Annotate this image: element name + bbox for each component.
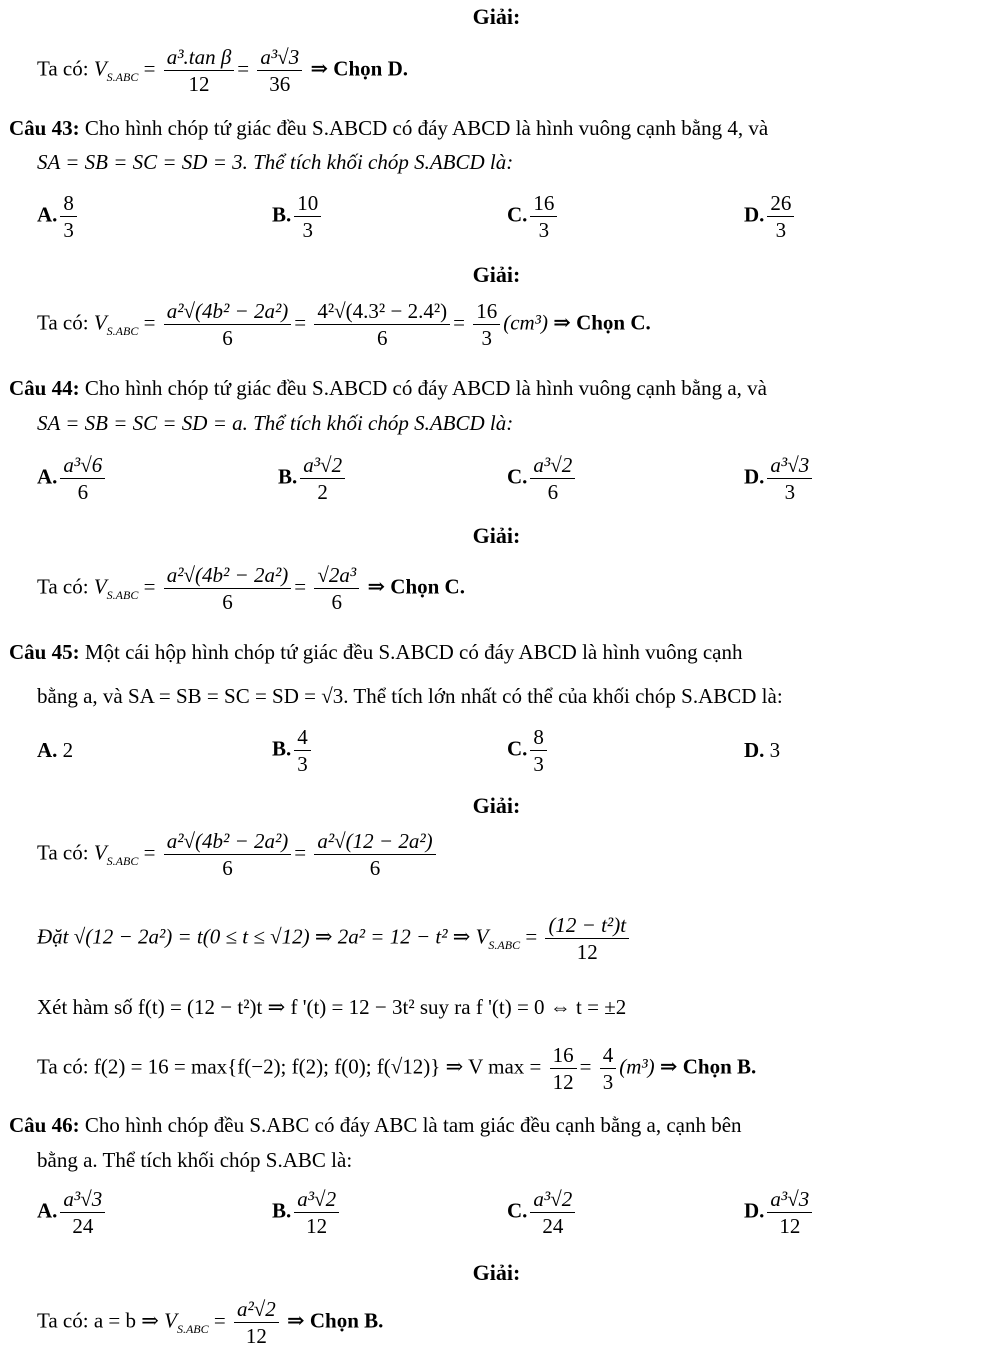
fraction-numerator: a²√(12 − 2a²): [314, 828, 435, 855]
fraction-denominator: 6: [222, 326, 233, 351]
fraction-denominator: 12: [779, 1214, 801, 1239]
volume-symbol: V: [93, 574, 107, 599]
option-label: D.: [744, 464, 765, 489]
question-43-line2: [37, 150, 513, 175]
solution-prefix: Ta có:: [37, 574, 89, 599]
solution-prefix: Ta có: a = b ⇒: [37, 1308, 159, 1333]
fraction-numerator: 4: [294, 724, 311, 751]
fraction-denominator: 12: [306, 1214, 328, 1239]
option-a[interactable]: [37, 1186, 108, 1240]
question-44: [9, 376, 767, 401]
fraction: [257, 44, 302, 98]
fraction-denominator: 3: [538, 218, 550, 243]
solution-44: Ta có: $V_{S.ABC}$ = $\frac{\text{a²√(4b² − 2a²)}}{6}$ = $\frac{\text{√2a³}}{6}$ ⇒ Chọn C.: [37, 563, 465, 615]
fraction: [164, 562, 292, 616]
fraction-numerator: a³√6: [60, 452, 105, 479]
answer-conclusion: ⇒ Chọn B.: [287, 1308, 384, 1333]
answer-conclusion: ⇒ Chọn C.: [367, 574, 465, 599]
fraction: [600, 1042, 617, 1096]
question-text: Cho hình chóp tứ giác đều S.ABCD có đáy ABCD là hình vuông cạnh bằng a, và: [84, 376, 767, 400]
solution-prefix: Ta có:: [37, 56, 89, 81]
fraction-denominator: 3: [602, 1070, 614, 1095]
fraction-numerator: 4: [600, 1042, 617, 1069]
fraction: [164, 44, 235, 98]
fraction-denominator: 3: [533, 752, 544, 777]
question-number: Câu 43:: [9, 116, 80, 140]
option-label: C.: [507, 202, 528, 227]
question-46-line2: [37, 1148, 352, 1173]
option-c[interactable]: [507, 724, 550, 778]
volume-symbol: V: [93, 310, 107, 335]
fraction-denominator: 6: [376, 326, 388, 351]
fraction-denominator: 2: [317, 480, 328, 505]
solution-46: Ta có: a = b ⇒ $V_{S.ABC}$ = $\frac{\text{a²√2}}{12}$ ⇒ Chọn B.: [37, 1297, 384, 1349]
solution-heading: Giải:: [472, 523, 521, 548]
fraction-numerator: a³√2: [294, 1186, 339, 1213]
solution-prefix: Ta có:: [37, 310, 89, 335]
option-c[interactable]: [507, 1186, 578, 1240]
question-number: Câu 46:: [9, 1113, 80, 1137]
question-number: Câu 44:: [9, 376, 80, 400]
intro-solution: Ta có: $V_{S.ABC}$ = $\frac{\text{a³.tan β}}{12}$ = $\frac{\text{a³√3}}{36}$ ⇒ Chọn D.: [37, 45, 408, 97]
option-d[interactable]: [744, 738, 780, 763]
volume-symbol: V: [93, 56, 107, 81]
option-d[interactable]: [744, 1186, 815, 1240]
solution-45-line3: [37, 995, 626, 1020]
solution-45-line4: Ta có: f(2) = 16 = max{f(−2); f(2); f(0); f(√12)} ⇒ V max = $\frac{16}{12}$ = $\frac{4}{3}$ (m³) ⇒ Chọn B.: [37, 1043, 757, 1095]
fraction-numerator: √2a³: [314, 562, 359, 589]
option-b[interactable]: [272, 1186, 342, 1240]
fraction-numerator: a²√(4b² − 2a²): [164, 298, 292, 325]
fraction: [314, 562, 359, 616]
option-label: D.: [744, 202, 765, 227]
option-label: C.: [507, 1198, 528, 1223]
option-b[interactable]: [278, 452, 348, 506]
solution-45-line2: Đặt √(12 − 2a²) = t(0 ≤ t ≤ √12) ⇒ 2a² = 12 − t² ⇒ $V_{S.ABC}$ = $\frac{\text{(12 − t²)t}}{12}$: [37, 912, 632, 966]
fraction-numerator: a²√(4b² − 2a²): [164, 828, 292, 855]
fraction-denominator: 6: [222, 856, 233, 881]
option-c[interactable]: [507, 190, 560, 244]
option-c[interactable]: [507, 452, 578, 506]
question-text: Một cái hộp hình chóp tứ giác đều S.ABCD có đáy ABCD là hình vuông cạnh: [84, 640, 743, 664]
fraction-numerator: a³√3: [60, 1186, 105, 1213]
fraction-denominator: 6: [369, 856, 381, 881]
solution-heading: Giải:: [472, 793, 521, 818]
fraction-denominator: 6: [547, 480, 559, 505]
question-45-line2: [37, 684, 783, 709]
option-label: C.: [507, 736, 528, 761]
question-text: Cho hình chóp đều S.ABC có đáy ABC là tam giác đều cạnh bằng a, cạnh bên: [84, 1113, 742, 1137]
fraction-numerator: a³√3: [257, 44, 302, 71]
fraction-denominator: 3: [63, 218, 74, 243]
fraction-denominator: 36: [269, 72, 291, 97]
question-44-line2: [37, 411, 513, 436]
volume-symbol: V: [93, 840, 107, 865]
option-b[interactable]: [272, 724, 314, 778]
question-text: SA = SB = SC = SD = a. Thể tích khối chóp S.ABCD là:: [37, 411, 514, 435]
fraction-denominator: 24: [72, 1214, 94, 1239]
fraction: [473, 298, 500, 352]
option-b[interactable]: [272, 190, 324, 244]
option-label: A.: [37, 738, 58, 762]
question-46: [9, 1113, 742, 1138]
fraction-denominator: 3: [297, 752, 308, 777]
fraction-denominator: 6: [331, 590, 343, 615]
solution-43: Ta có: $V_{S.ABC}$ = $\frac{\text{a²√(4b² − 2a²)}}{6}$ = $\frac{\text{4²√(4.3² − 2.4²)}}{6}$ = $\frac{16}{3}$ (cm³) ⇒ Chọn C.: [37, 299, 651, 351]
fraction: [234, 1296, 279, 1350]
solution-heading: Giải:: [472, 4, 521, 29]
fraction: [314, 298, 450, 352]
option-label: D.: [744, 1198, 765, 1223]
question-43: [9, 116, 768, 141]
solution-heading: Giải:: [472, 262, 521, 287]
volume-subscript: S.ABC: [106, 853, 139, 868]
fraction: [164, 828, 292, 882]
fraction: [545, 912, 629, 966]
fraction-numerator: 10: [294, 190, 321, 217]
volume-subscript: S.ABC: [106, 587, 139, 602]
question-text: bằng a. Thể tích khối chóp S.ABC là:: [37, 1148, 353, 1172]
unit: (cm³): [503, 310, 548, 335]
fraction: [550, 1042, 577, 1096]
fraction-denominator: 12: [576, 940, 598, 965]
fraction-numerator: a³.tan β: [164, 44, 235, 71]
option-label: B.: [278, 464, 298, 489]
solution-prefix: Ta có:: [37, 840, 89, 865]
volume-subscript: S.ABC: [176, 1321, 209, 1336]
option-d[interactable]: [744, 452, 815, 506]
volume-symbol: V: [164, 1308, 177, 1333]
question-text: Cho hình chóp tứ giác đều S.ABCD có đáy ABCD là hình vuông cạnh bằng 4, và: [84, 116, 769, 140]
option-d[interactable]: [744, 190, 797, 244]
fraction-numerator: a²√(4b² − 2a²): [164, 562, 292, 589]
fraction-denominator: 12: [552, 1070, 574, 1095]
solution-text: Đặt √(12 − 2a²) = t(0 ≤ t ≤ √12) ⇒ 2a² = 12 − t² ⇒ V: [37, 924, 489, 949]
solution-text: Xét hàm số f(t) = (12 − t²)t ⇒ f '(t) = 12 − 3t² suy ra f '(t) = 0 ⇔ t = ±2: [37, 995, 627, 1019]
option-label: C.: [507, 464, 528, 489]
fraction-numerator: 16: [550, 1042, 577, 1069]
answer-conclusion: ⇒ Chọn B.: [659, 1054, 757, 1079]
answer-conclusion: ⇒ Chọn D.: [310, 56, 408, 81]
fraction-numerator: (12 − t²)t: [545, 912, 629, 939]
fraction-denominator: 6: [222, 590, 233, 615]
fraction-numerator: 16: [530, 190, 557, 217]
fraction-denominator: 3: [775, 218, 787, 243]
fraction-numerator: a³√2: [530, 1186, 575, 1213]
fraction: [314, 828, 435, 882]
option-label: B.: [272, 736, 292, 761]
volume-subscript: S.ABC: [106, 69, 139, 84]
option-a[interactable]: [37, 452, 108, 506]
fraction-numerator: a³√3: [767, 1186, 812, 1213]
fraction-numerator: 4²√(4.3² − 2.4²): [314, 298, 450, 325]
volume-subscript: S.ABC: [106, 323, 139, 338]
fraction-denominator: 12: [245, 1324, 267, 1349]
fraction-denominator: 24: [542, 1214, 564, 1239]
fraction-numerator: 8: [60, 190, 77, 217]
question-number: Câu 45:: [9, 640, 80, 664]
fraction-denominator: 3: [784, 480, 796, 505]
unit: (m³): [619, 1054, 655, 1079]
option-label: B.: [272, 1198, 292, 1223]
option-a[interactable]: [37, 190, 80, 244]
option-label: A.: [37, 202, 58, 227]
fraction-denominator: 12: [188, 72, 210, 97]
solution-heading: Giải:: [472, 1260, 521, 1285]
question-text: SA = SB = SC = SD = 3. Thể tích khối chóp S.ABCD là:: [37, 150, 514, 174]
fraction-numerator: a²√2: [234, 1296, 279, 1323]
option-value: 3: [769, 738, 781, 762]
question-text: bằng a, và SA = SB = SC = SD = √3. Thể tích lớn nhất có thể của khối chóp S.ABCD là:: [37, 684, 783, 708]
option-label: A.: [37, 1198, 58, 1223]
fraction-numerator: a³√2: [300, 452, 345, 479]
option-label: A.: [37, 464, 58, 489]
answer-conclusion: ⇒ Chọn C.: [553, 310, 651, 335]
option-a[interactable]: [37, 738, 73, 763]
fraction-numerator: 26: [767, 190, 794, 217]
fraction: [164, 298, 292, 352]
option-label: D.: [744, 738, 765, 762]
fraction-denominator: 6: [77, 480, 89, 505]
solution-text: Ta có: f(2) = 16 = max{f(−2); f(2); f(0); f(√12)} ⇒ V max =: [37, 1054, 542, 1079]
fraction-denominator: 3: [302, 218, 314, 243]
fraction-numerator: 16: [473, 298, 500, 325]
fraction-numerator: a³√2: [530, 452, 575, 479]
fraction-numerator: 8: [530, 724, 547, 751]
volume-subscript: S.ABC: [488, 937, 521, 952]
option-label: B.: [272, 202, 292, 227]
fraction-numerator: a³√3: [767, 452, 812, 479]
option-value: 2: [62, 738, 74, 762]
fraction-denominator: 3: [481, 326, 492, 351]
solution-45-line1: Ta có: $V_{S.ABC}$ = $\frac{\text{a²√(4b² − 2a²)}}{6}$ = $\frac{\text{a²√(12 − 2a²)}}{6}$: [37, 828, 439, 882]
question-45: [9, 640, 742, 665]
